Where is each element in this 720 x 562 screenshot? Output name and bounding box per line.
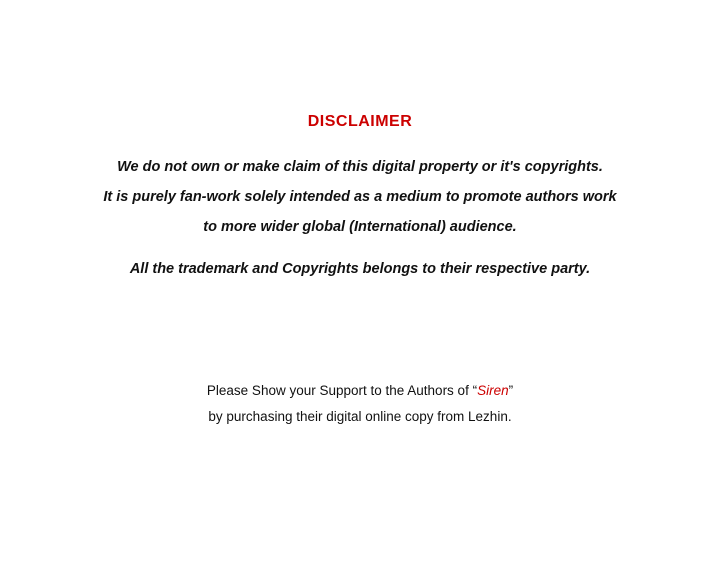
disclaimer-line-1: We do not own or make claim of this digital property or it's copyrights.	[117, 159, 603, 175]
disclaimer-line-4: All the trademark and Copyrights belongs to their respective party.	[129, 261, 591, 277]
support-text-block	[60, 378, 660, 430]
support-line-1	[60, 378, 660, 404]
disclaimer-line-3: to more wider global (International) audience.	[203, 219, 517, 235]
disclaimer-line-2: It is purely fan-work solely intended as a medium to promote authors work	[103, 189, 617, 205]
work-title: Siren	[477, 383, 509, 398]
support-prefix: Please Show your Support to the Authors of “	[206, 383, 478, 398]
support-line-2: by purchasing their digital online copy from Lezhin.	[208, 409, 512, 424]
support-suffix: ”	[508, 383, 514, 398]
text-spacer	[60, 242, 660, 254]
disclaimer-text-block	[60, 152, 660, 284]
page-title: DISCLAIMER	[307, 113, 413, 130]
